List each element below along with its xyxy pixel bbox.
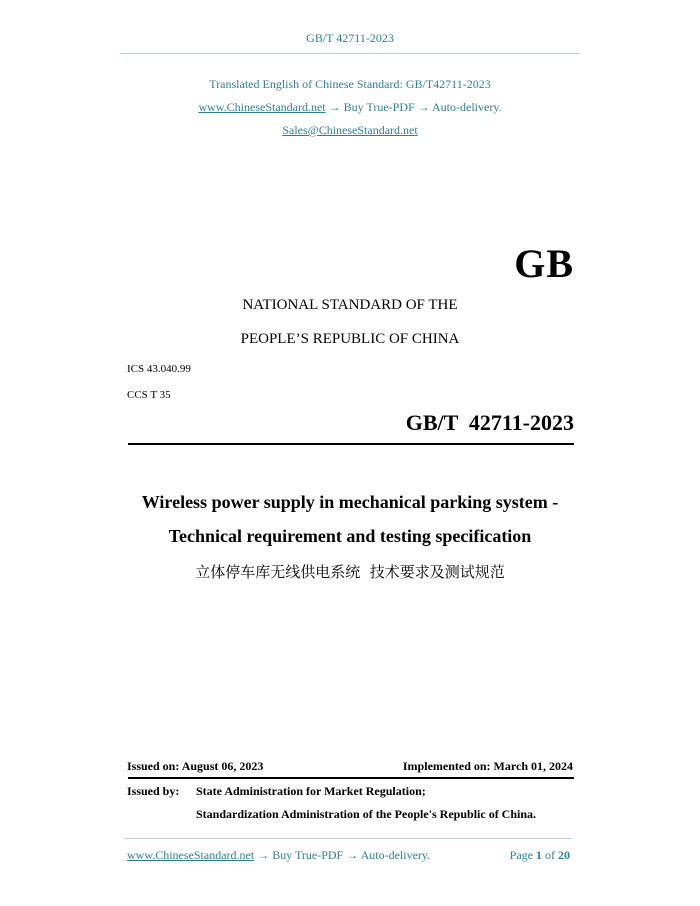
footer-site-link[interactable]: www.ChineseStandard.net	[127, 848, 255, 862]
footer-buy-text: Buy True-PDF	[272, 848, 344, 862]
email-link[interactable]: Sales@ChineseStandard.net	[282, 123, 418, 137]
issued-by-label: Issued by:	[127, 784, 180, 798]
code-divider	[128, 443, 574, 445]
page-indicator	[510, 848, 570, 863]
arrow-icon: →	[417, 100, 430, 114]
page-number: 1	[536, 848, 542, 862]
of-word: of	[545, 848, 555, 862]
page-word: Page	[509, 848, 533, 862]
purchase-line	[0, 100, 700, 115]
title-en-line1: Wireless power supply in mechanical parking system -	[141, 492, 559, 512]
footer-purchase-line	[127, 848, 430, 863]
page-total: 20	[558, 848, 570, 862]
issued-date: Issued on: August 06, 2023	[127, 759, 264, 773]
buy-text: Buy True-PDF	[343, 100, 415, 114]
dates-divider	[128, 777, 574, 779]
arrow-icon: →	[257, 848, 270, 862]
footer-divider	[124, 838, 572, 839]
national-standard-line2: PEOPLE’S REPUBLIC OF CHINA	[240, 331, 460, 347]
implemented-date: Implemented on: March 01, 2024	[402, 759, 573, 773]
issuer-line2: Standardization Administration of the People's Republic of China.	[196, 807, 537, 821]
gb-logo: GB	[514, 241, 574, 286]
footer-delivery-text: Auto-delivery.	[360, 848, 431, 862]
ics-code: ICS 43.040.99	[127, 363, 191, 375]
arrow-icon: →	[328, 100, 341, 114]
header-divider	[120, 53, 580, 54]
ccs-code: CCS T 35	[127, 389, 171, 401]
site-link[interactable]: www.ChineseStandard.net	[198, 100, 326, 114]
arrow-icon: →	[346, 848, 359, 862]
delivery-text: Auto-delivery.	[432, 100, 502, 114]
title-en-line2: Technical requirement and testing specification	[168, 526, 532, 546]
header-standard-code: GB/T 42711-2023	[306, 31, 394, 45]
issuer-line1: State Administration for Market Regulation;	[196, 784, 426, 798]
national-standard-line1: NATIONAL STANDARD OF THE	[242, 297, 458, 313]
title-cn: 立体停车库无线供电系统 技术要求及测试规范	[195, 563, 505, 581]
standard-code: GB/T 42711-2023	[405, 410, 574, 435]
translation-notice: Translated English of Chinese Standard: GB/T42711-2023	[209, 77, 491, 91]
